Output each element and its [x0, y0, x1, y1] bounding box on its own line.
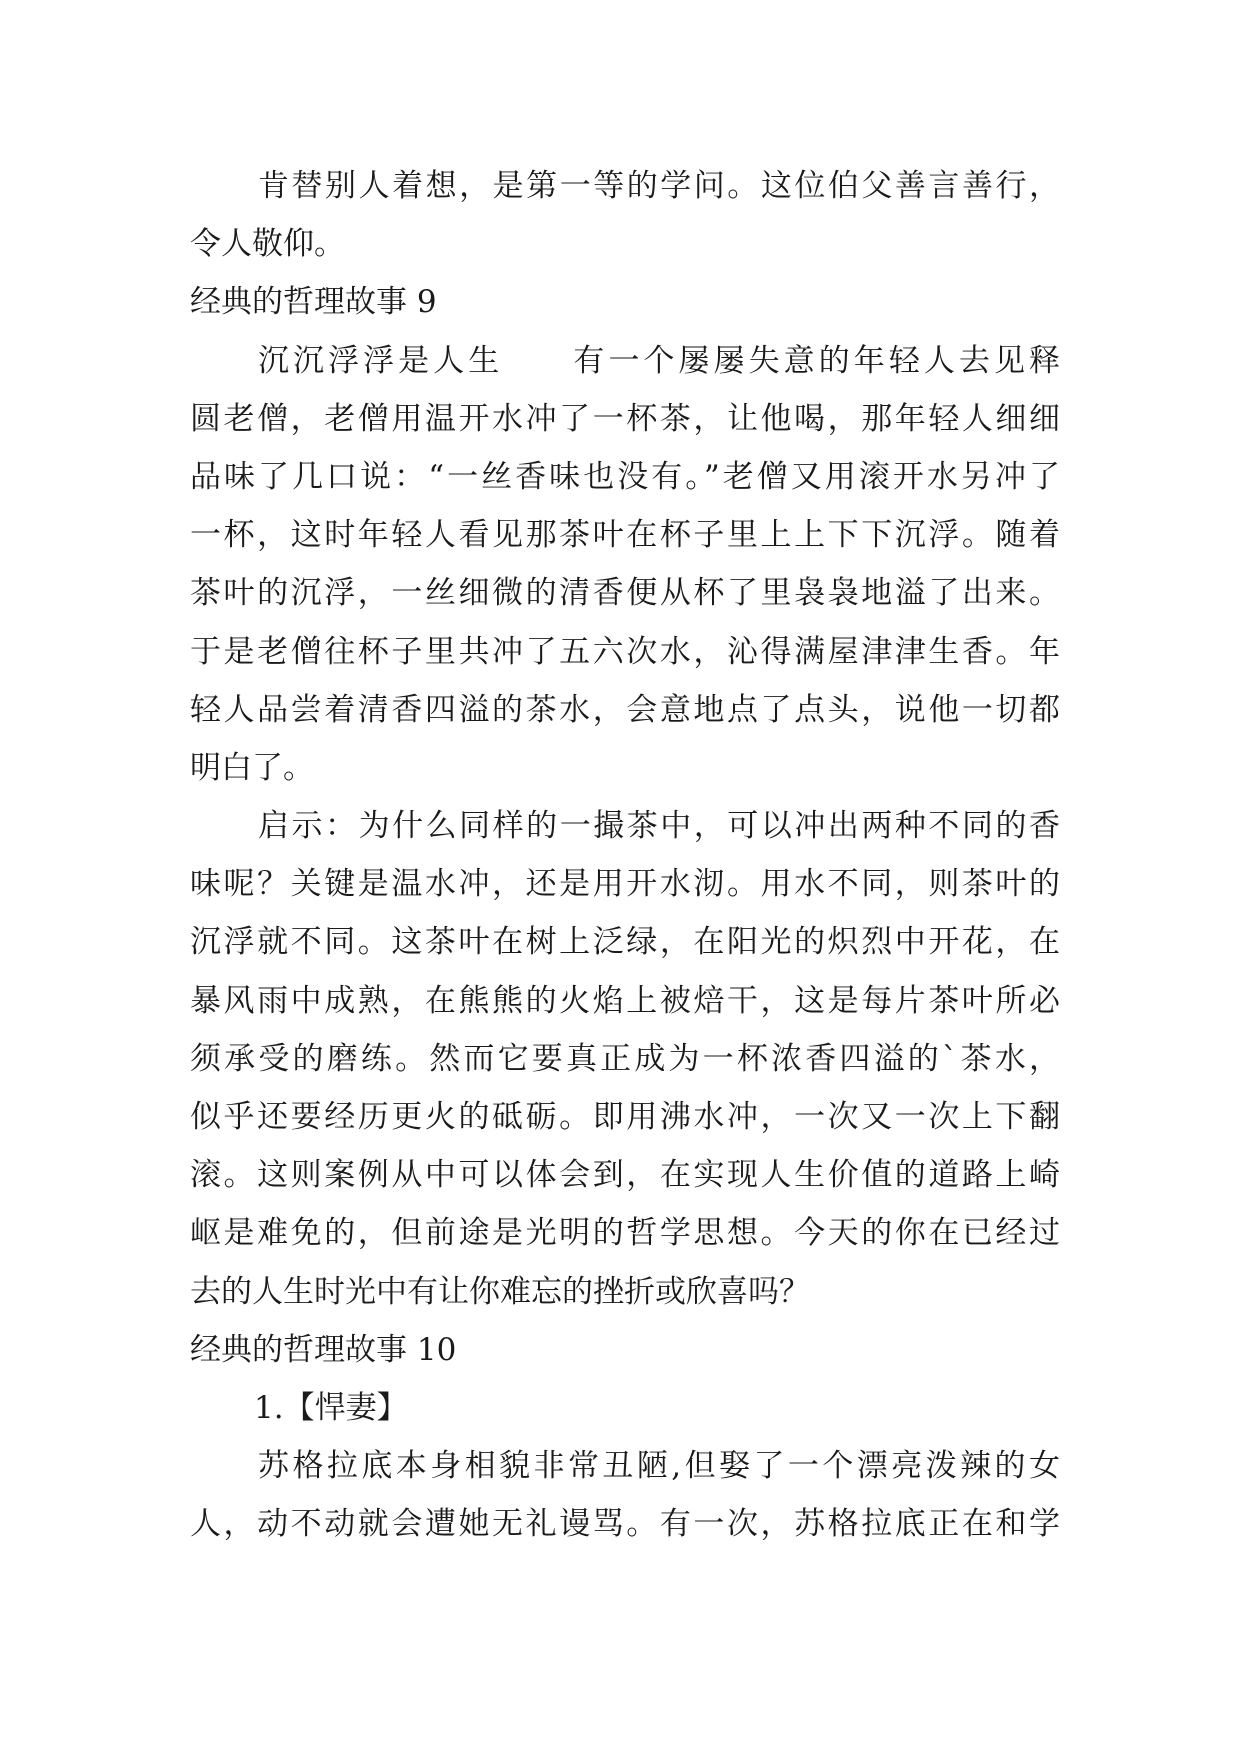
paragraph-line: 肯替别人着想，是第一等的学问。这位伯父善言善行，: [258, 168, 1060, 204]
paragraph-line: 圆老僧，老僧用温开水冲了一杯茶，让他喝，那年轻人细细: [190, 400, 1060, 437]
paragraph-line: 品味了几口说：“一丝香味也没有。”老僧又用滚开水另冲了: [190, 458, 1060, 495]
paragraph-line: 去的人生时光中有让你难忘的挫折或欣喜吗？: [190, 1273, 810, 1310]
paragraph-line: 茶叶的沉浮，一丝细微的清香便从杯了里袅袅地溢了出来。: [190, 575, 1060, 612]
paragraph-line: 似乎还要经历更火的砥砺。即用沸水冲，一次又一次上下翻: [190, 1099, 1060, 1135]
document-body: [190, 157, 1060, 1554]
paragraph-line: 岖是难免的，但前途是光明的哲学思想。今天的你在已经过: [190, 1215, 1060, 1252]
paragraph-line: 明白了。: [190, 749, 314, 786]
paragraph-line: 滚。这则案例从中可以体会到，在实现人生价值的道路上崎: [190, 1157, 1060, 1194]
paragraph-line: 轻人品尝着清香四溢的茶水，会意地点了点头，说他一切都: [190, 691, 1060, 728]
paragraph-line: 启示：为什么同样的一撮茶中，可以冲出两种不同的香: [258, 808, 1060, 845]
paragraph-line: 味呢？关键是温水冲，还是用开水沏。用水不同，则茶叶的: [190, 866, 1060, 903]
paragraph-line: 暴风雨中成熟，在熊熊的火焰上被焙干，这是每片茶叶所必: [190, 982, 1060, 1019]
paragraph-line: 于是老僧往杯子里共冲了五六次水，沁得满屋津津生香。年: [190, 633, 1060, 670]
paragraph-line: 苏格拉底本身相貌非常丑陋,但娶了一个漂亮泼辣的女: [258, 1448, 1060, 1485]
paragraph-line: 沉浮就不同。这茶叶在树上泛绿，在阳光的炽烈中开花，在: [190, 924, 1060, 961]
list-item: 1.【悍妻】: [254, 1389, 408, 1426]
paragraph-line: 令人敬仰。: [190, 226, 345, 263]
paragraph-line: 沉沉浮浮是人生 有一个屡屡失意的年轻人去见释: [258, 342, 1060, 379]
paragraph-line: 一杯，这时年轻人看见那茶叶在杯子里上上下下沉浮。随着: [190, 517, 1060, 554]
section-heading: 经典的哲理故事 10: [190, 1331, 457, 1368]
paragraph-line: 人，动不动就会遭她无礼谩骂。有一次，苏格拉底正在和学: [190, 1506, 1060, 1543]
paragraph-line: 须承受的磨练。然而它要真正成为一杯浓香四溢的`茶水，: [190, 1040, 1060, 1077]
section-heading: 经典的哲理故事 9: [190, 284, 437, 321]
